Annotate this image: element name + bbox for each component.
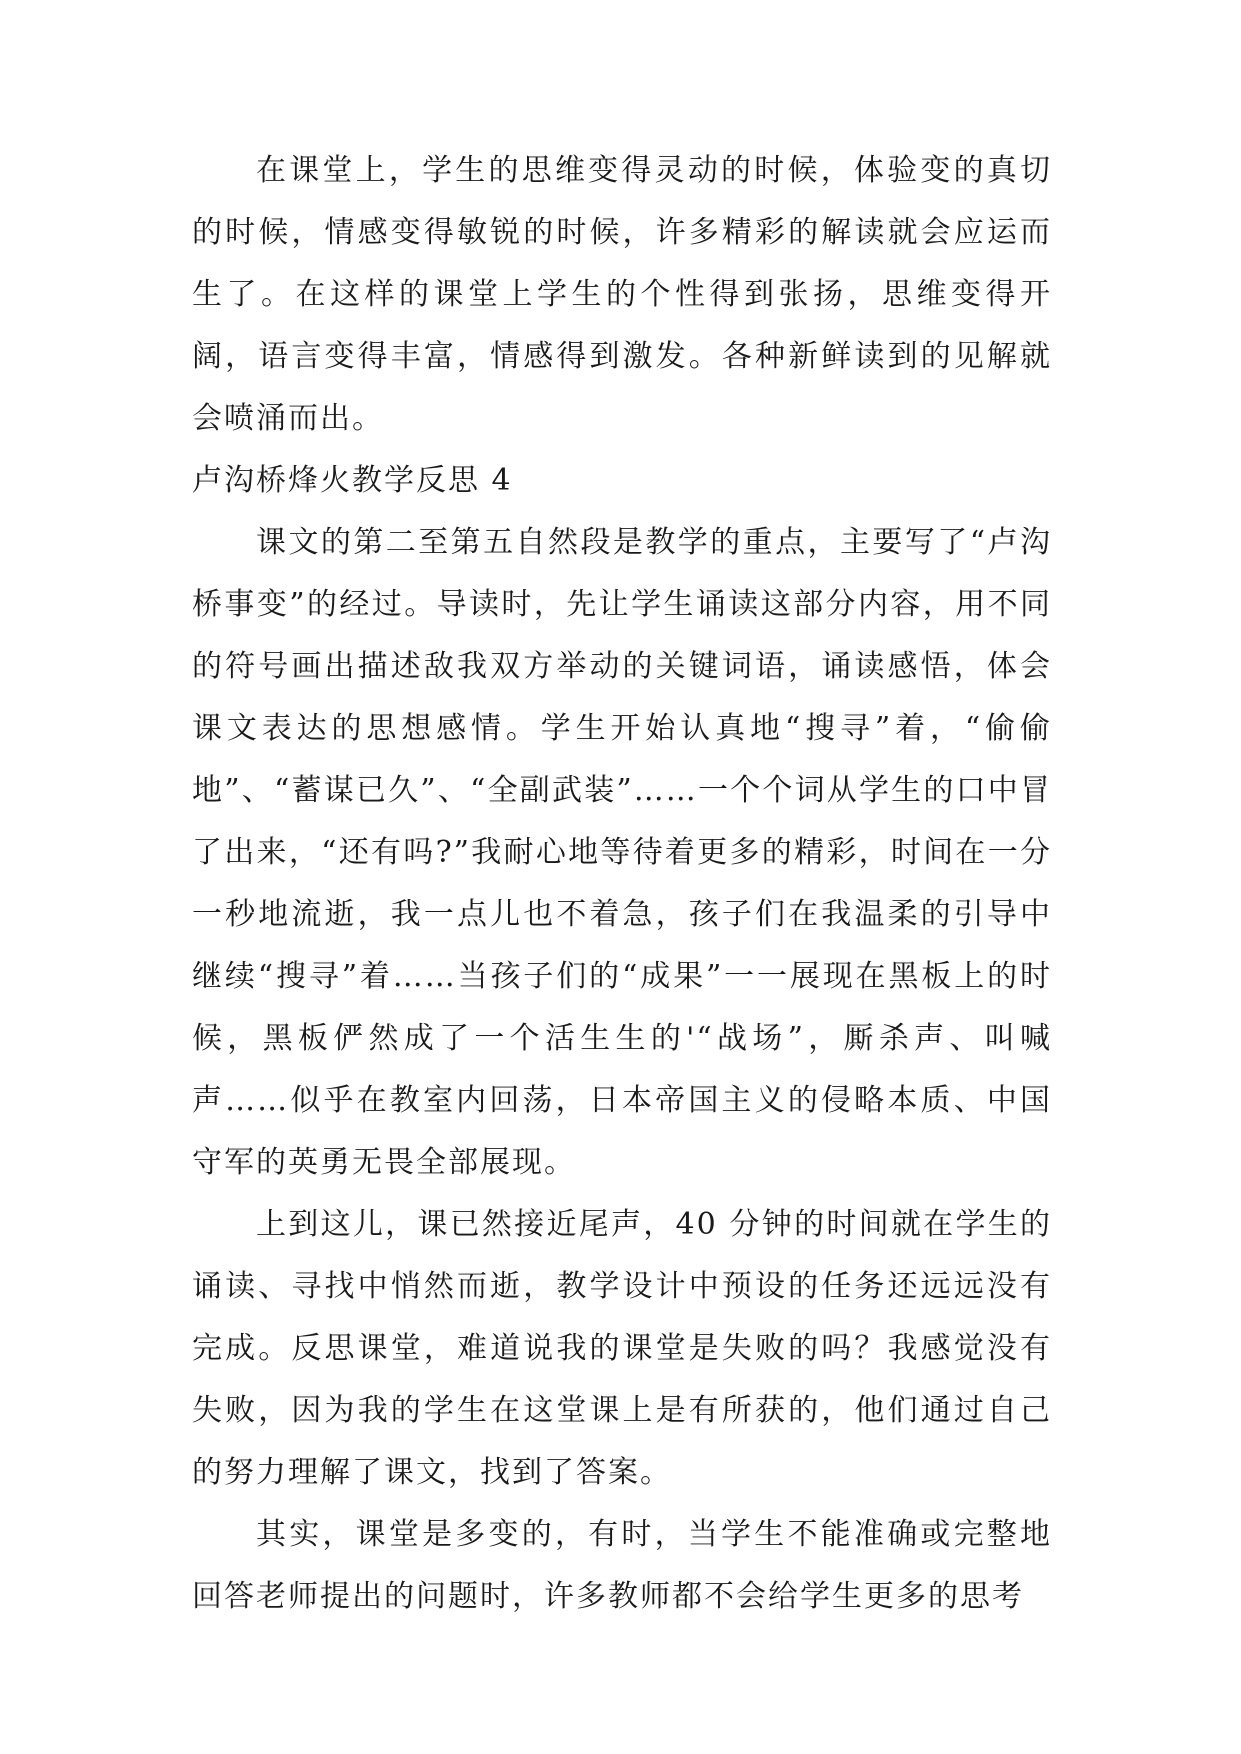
paragraph-3: 上到这儿，课已然接近尾声，40 分钟的时间就在学生的诵读、寻找中悄然而逝，教学设计中预设的任务还远远没有完成。反思课堂，难道说我的课堂是失败的吗？我感觉没有失败，因为我的学生在这堂课上是有所获的，他们通过自己的努力理解了课文，找到了答案。	[192, 1207, 1052, 1490]
section-heading: 卢沟桥烽火教学反思 4	[192, 463, 513, 498]
document-body	[192, 140, 1052, 1628]
paragraph-2: 课文的第二至第五自然段是教学的重点，主要写了“卢沟桥事变”的经过。导读时，先让学生诵读这部分内容，用不同的符号画出描述敌我双方举动的关键词语，诵读感悟，体会课文表达的思想感情。学生开始认真地“搜寻”着，“偷偷地”、“蓄谋已久”、“全副武装”……一个个词从学生的口中冒了出来，“还有吗?”我耐心地等待着更多的精彩，时间在一分一秒地流逝，我一点儿也不着急，孩子们在我温柔的引导中继续“搜寻”着……当孩子们的“成果”一一展现在黑板上的时候，黑板俨然成了一个活生生的'“战场”，厮杀声、叫喊声……似乎在教室内回荡，日本帝国主义的侵略本质、中国守军的英勇无畏全部展现。	[192, 525, 1052, 1180]
paragraph-4: 其实，课堂是多变的，有时，当学生不能准确或完整地回答老师提出的问题时，许多教师都不会给学生更多的思考	[192, 1517, 1052, 1614]
paragraph-1: 在课堂上，学生的思维变得灵动的时候，体验变的真切的时候，情感变得敏锐的时候，许多精彩的解读就会应运而生了。在这样的课堂上学生的个性得到张扬，思维变得开阔，语言变得丰富，情感得到激发。各种新鲜读到的见解就会喷涌而出。	[192, 153, 1052, 436]
